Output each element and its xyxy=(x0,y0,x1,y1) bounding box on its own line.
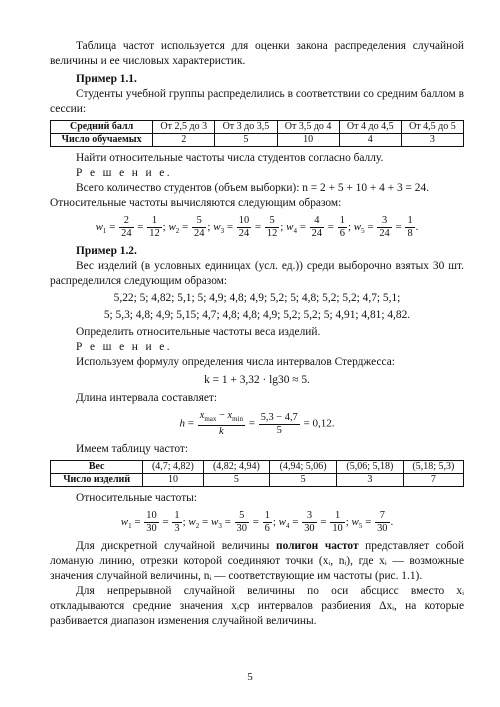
example-1-relative-intro: Относительные частоты вычисляются следующим образом: xyxy=(50,197,342,209)
weight-table xyxy=(50,460,464,487)
table-cell: Вес xyxy=(51,461,143,474)
page-number: 5 xyxy=(247,671,253,683)
interval-length-label: Длина интервала составляет: xyxy=(76,392,218,404)
intro-paragraph: Таблица частот используется для оценки закона распределения случайной величины и ее числовых характеристик. xyxy=(50,40,464,67)
relative-frequencies-formula-2: $w_1$ = $\frac{10}{30}$ = $\frac{1}{3}$ ; $w_2 = w_3$ = $\frac{5}{30}$ = $\frac{1}{6}$ ; $w_4$ = $\frac{3}{30}$ = $\frac{1}{10}$ ; $w_5$ = $\frac{7}{30}$ . xyxy=(120,510,394,535)
example-1-total: Всего количество студентов (объем выборки): n = 2 + 5 + 10 + 4 + 3 = 24. xyxy=(76,182,430,194)
example-2-solution-label: Р е ш е н и е. xyxy=(76,341,172,353)
have-table-label: Имеем таблицу частот: xyxy=(76,443,189,456)
table-cell: 5 xyxy=(203,474,270,487)
example-1-title: Пример 1.1. xyxy=(76,73,137,85)
sturges-intro: Используем формулу определения числа интервалов Стерджесса: xyxy=(76,356,395,368)
interval-length-formula: h = $\frac{x_{max} - x_{min}}{k}$ = $\frac{5,3 - 4,7}{5}$ = 0,12. xyxy=(179,410,335,438)
table-cell: Средний балл xyxy=(51,121,153,134)
table-cell: 10 xyxy=(277,134,339,147)
example-2-task: Определить относительные частоты веса изделий. xyxy=(76,326,321,338)
grades-table xyxy=(50,120,464,147)
table-row xyxy=(51,461,464,474)
table-row xyxy=(51,134,464,147)
table-row xyxy=(51,474,464,487)
table-cell: Число обучаемых xyxy=(51,134,153,147)
table-cell: 3 xyxy=(336,474,403,487)
example-1-text: Студенты учебной группы распределились в соответствии со средним баллом в сессии: xyxy=(50,88,464,115)
polygon-text-a: Для дискретной случайной величины xyxy=(76,540,277,553)
sample-line-1: 5,22; 5; 4,82; 5,1; 5; 4,9; 4,8; 4,9; 5,2; 5; 4,8; 5,2; 5,2; 4,7; 5,1; xyxy=(113,292,401,304)
table-cell: (4,7; 4,82) xyxy=(143,461,203,474)
example-2-title: Пример 1.2. xyxy=(76,245,137,257)
polygon-text-c: представляет собой ломаную линию, отрезки которой соединяют точки (xᵢ, nᵢ), где xᵢ — возможные значения случайной величины, nᵢ — соответствующие им частоты (рис. 1.1). xyxy=(50,540,464,583)
table-cell: От 3,5 до 4 xyxy=(277,121,339,134)
relative-frequencies-label: Относительные частоты: xyxy=(76,492,198,505)
table-row xyxy=(51,121,464,134)
table-cell: 7 xyxy=(403,474,463,487)
table-cell: От 2,5 до 3 xyxy=(153,121,215,134)
relative-frequencies-formula-1: $w_1$ = $\frac{2}{24}$ = $\frac{1}{12}$ ; $w_2$ = $\frac{5}{24}$ ; $w_3$ = $\frac{10}{24}$ = $\frac{5}{12}$ ; $w_4$ = $\frac{4}{24}$ = $\frac{1}{6}$ ; $w_5$ = $\frac{3}{24}$ = $\frac{1}{8}$ . xyxy=(95,215,419,239)
table-cell: 2 xyxy=(153,134,215,147)
continuous-paragraph: Для непрерывной случайной величины по оси абсцисс вместо xᵢ откладываются средние значения xᵢср интервалов разбиения Δxᵢ, на которые разбивается диапазон изменения случайной величины. xyxy=(50,585,464,628)
table-cell: (4,82; 4,94) xyxy=(203,461,270,474)
example-1-task: Найти относительные частоты числа студентов согласно баллу. xyxy=(76,152,384,164)
table-cell: 3 xyxy=(401,134,463,147)
table-cell: 5 xyxy=(215,134,277,147)
table-cell: От 3 до 3,5 xyxy=(215,121,277,134)
table-cell: (4,94; 5,06) xyxy=(270,461,337,474)
sample-line-2: 5; 5,3; 4,8; 4,9; 5,15; 4,7; 4,8; 4,8; 4,9; 5,2; 5,2; 5; 4,91; 4,81; 4,82. xyxy=(103,309,411,321)
table-cell: Число изделий xyxy=(51,474,143,487)
polygon-term: полигон частот xyxy=(276,540,359,553)
table-cell: 4 xyxy=(339,134,401,147)
example-2-text: Вес изделий (в условных единицах (усл. ед.)) среди выборочно взятых 30 шт. распределился следующим образом: xyxy=(50,260,464,287)
table-cell: (5,06; 5,18) xyxy=(336,461,403,474)
table-cell: (5,18; 5,3) xyxy=(403,461,463,474)
polygon-paragraph xyxy=(50,539,464,584)
sturges-formula: k = 1 + 3,32 · lg30 ≈ 5. xyxy=(204,374,310,386)
table-cell: От 4 до 4,5 xyxy=(339,121,401,134)
example-1-solution-label: Р е ш е н и е. xyxy=(76,167,172,179)
table-cell: От 4,5 до 5 xyxy=(401,121,463,134)
table-cell: 10 xyxy=(143,474,203,487)
table-cell: 5 xyxy=(270,474,337,487)
